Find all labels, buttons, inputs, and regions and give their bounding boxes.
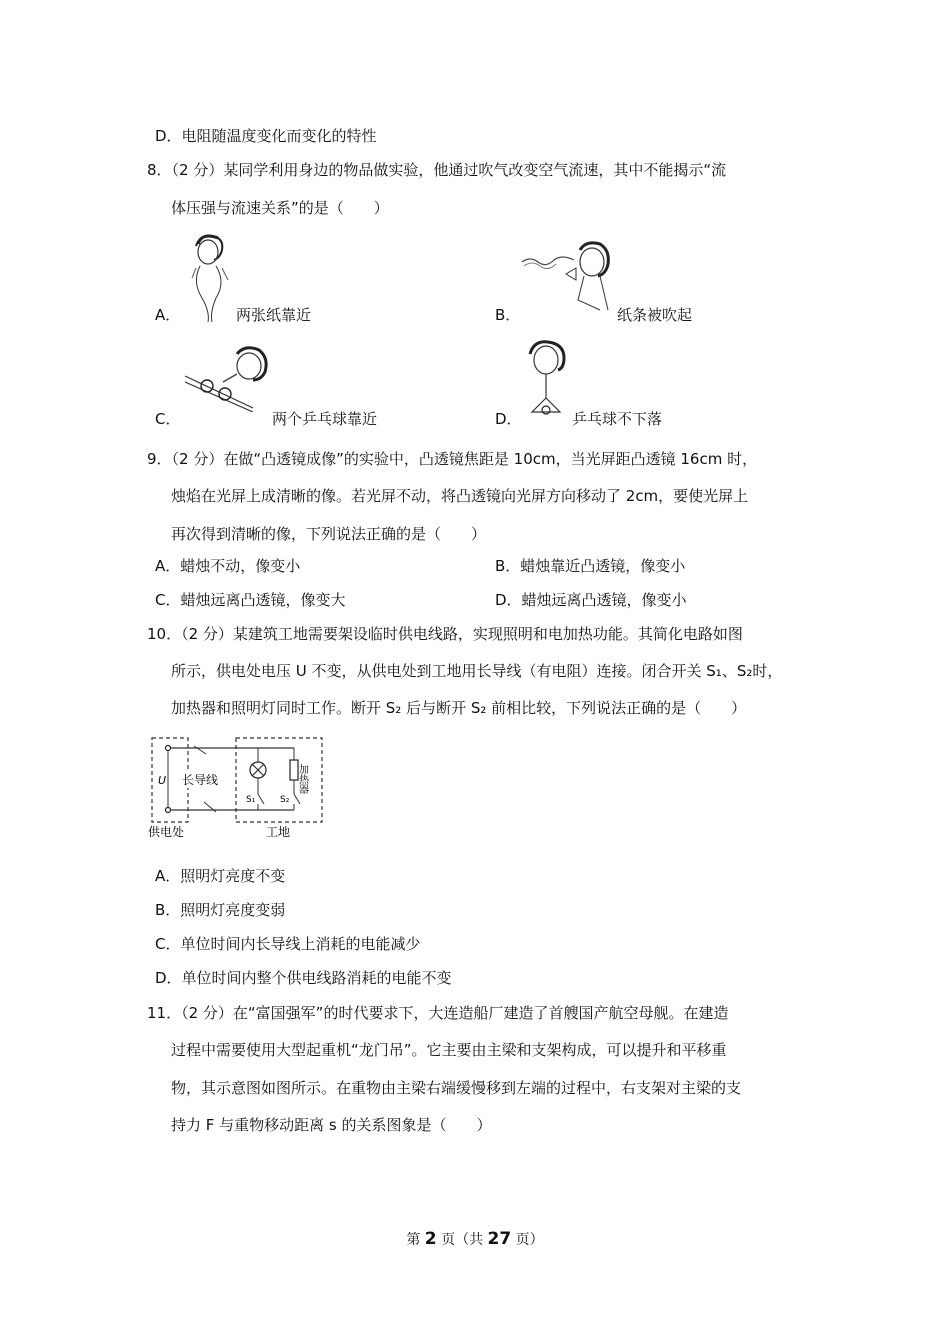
q8-figure-c-two-pingpong [183,346,269,412]
footer-middle: 页（共 [436,1232,488,1248]
q9-option-c: C．蜡烛远离凸透镜，像变大 [155,591,346,609]
circuit-label-long-wire: 长导线 [182,773,219,787]
circuit-label-s2: S₂ [280,795,290,805]
q8-option-d-letter: D． [495,410,522,428]
q9-option-a: A．蜡烛不动，像变小 [155,557,301,575]
circuit-label-heater: 加热器 [296,764,308,794]
q9-option-d: D．蜡烛远离凸透镜，像变小 [495,591,687,609]
circuit-label-u: U [158,774,167,787]
q8-option-b-letter: B． [495,306,521,324]
q11-stem-line3: 物，其示意图如图所示。在重物由主梁右端缓慢移到左端的过程中，右支架对主梁的支 [171,1079,742,1097]
q8-option-b-caption: 纸条被吹起 [617,306,693,324]
q11-stem-line4: 持力 F 与重物移动距离 s 的关系图象是（ ） [171,1116,492,1134]
q9-stem-line3: 再次得到清晰的像，下列说法正确的是（ ） [171,525,487,543]
q11-stem-line2: 过程中需要使用大型起重机“龙门吊”。它主要由主梁和支架构成，可以提升和平移重 [171,1041,727,1059]
footer-total-pages: 27 [487,1229,512,1249]
q10-stem-line2: 所示，供电处电压 U 不变，从供电处到工地用长导线（有电阻）连接。闭合开关 S₁、S₂时， [171,662,783,680]
q8-option-a-letter: A． [155,306,181,324]
q9-stem-line1: 9．（2 分）在做“凸透镜成像”的实验中，凸透镜焦距是 10cm，当光屏距凸透镜 16cm 时， [147,450,758,468]
q10-option-d: D．单位时间内整个供电线路消耗的电能不变 [155,969,452,987]
circuit-label-s1: S₁ [246,795,256,805]
page-footer [0,1229,950,1249]
q8-stem-line2: 体压强与流速关系”的是（ ） [171,199,389,217]
q8-figure-d-ball-not-falling [522,340,574,422]
q10-option-a: A．照明灯亮度不变 [155,867,286,885]
circuit-label-site: 工地 [266,825,291,839]
footer-prefix: 第 [406,1232,425,1248]
circuit-label-supply: 供电处 [148,825,185,839]
q10-stem-line3: 加热器和照明灯同时工作。断开 S₂ 后与断开 S₂ 前相比较，下列说法正确的是（ ） [171,699,747,717]
q9-stem-line2: 烛焰在光屏上成清晰的像。若光屏不动，将凸透镜向光屏方向移动了 2cm，要使光屏上 [171,487,749,505]
q10-option-b: B．照明灯亮度变弱 [155,901,286,919]
q8-option-c-letter: C． [155,410,181,428]
q8-stem-line1: 8．（2 分）某同学利用身边的物品做实验，他通过吹气改变空气流速，其中不能揭示“流 [147,161,727,179]
q8-option-d-caption: 乒乓球不下落 [572,410,663,428]
q7-option-d: D．电阻随温度变化而变化的特性 [155,127,377,145]
q8-figure-b-paper-strip [520,240,612,316]
q10-option-c: C．单位时间内长导线上消耗的电能减少 [155,935,421,953]
q8-option-c-caption: 两个乒乓球靠近 [272,410,378,428]
q8-option-a-caption: 两张纸靠近 [236,306,312,324]
footer-suffix: 页） [511,1232,544,1248]
q10-stem-line1: 10．（2 分）某建筑工地需要架设临时供电线路，实现照明和电加热功能。其简化电路如图 [147,625,743,643]
q10-circuit-diagram [146,734,326,842]
footer-page-number: 2 [424,1229,437,1249]
q8-figure-a-two-papers [182,232,240,324]
q11-stem-line1: 11．（2 分）在“富国强军”的时代要求下，大连造船厂建造了首艘国产航空母舰。在建造 [147,1004,729,1022]
q9-option-b: B．蜡烛靠近凸透镜，像变小 [495,557,686,575]
